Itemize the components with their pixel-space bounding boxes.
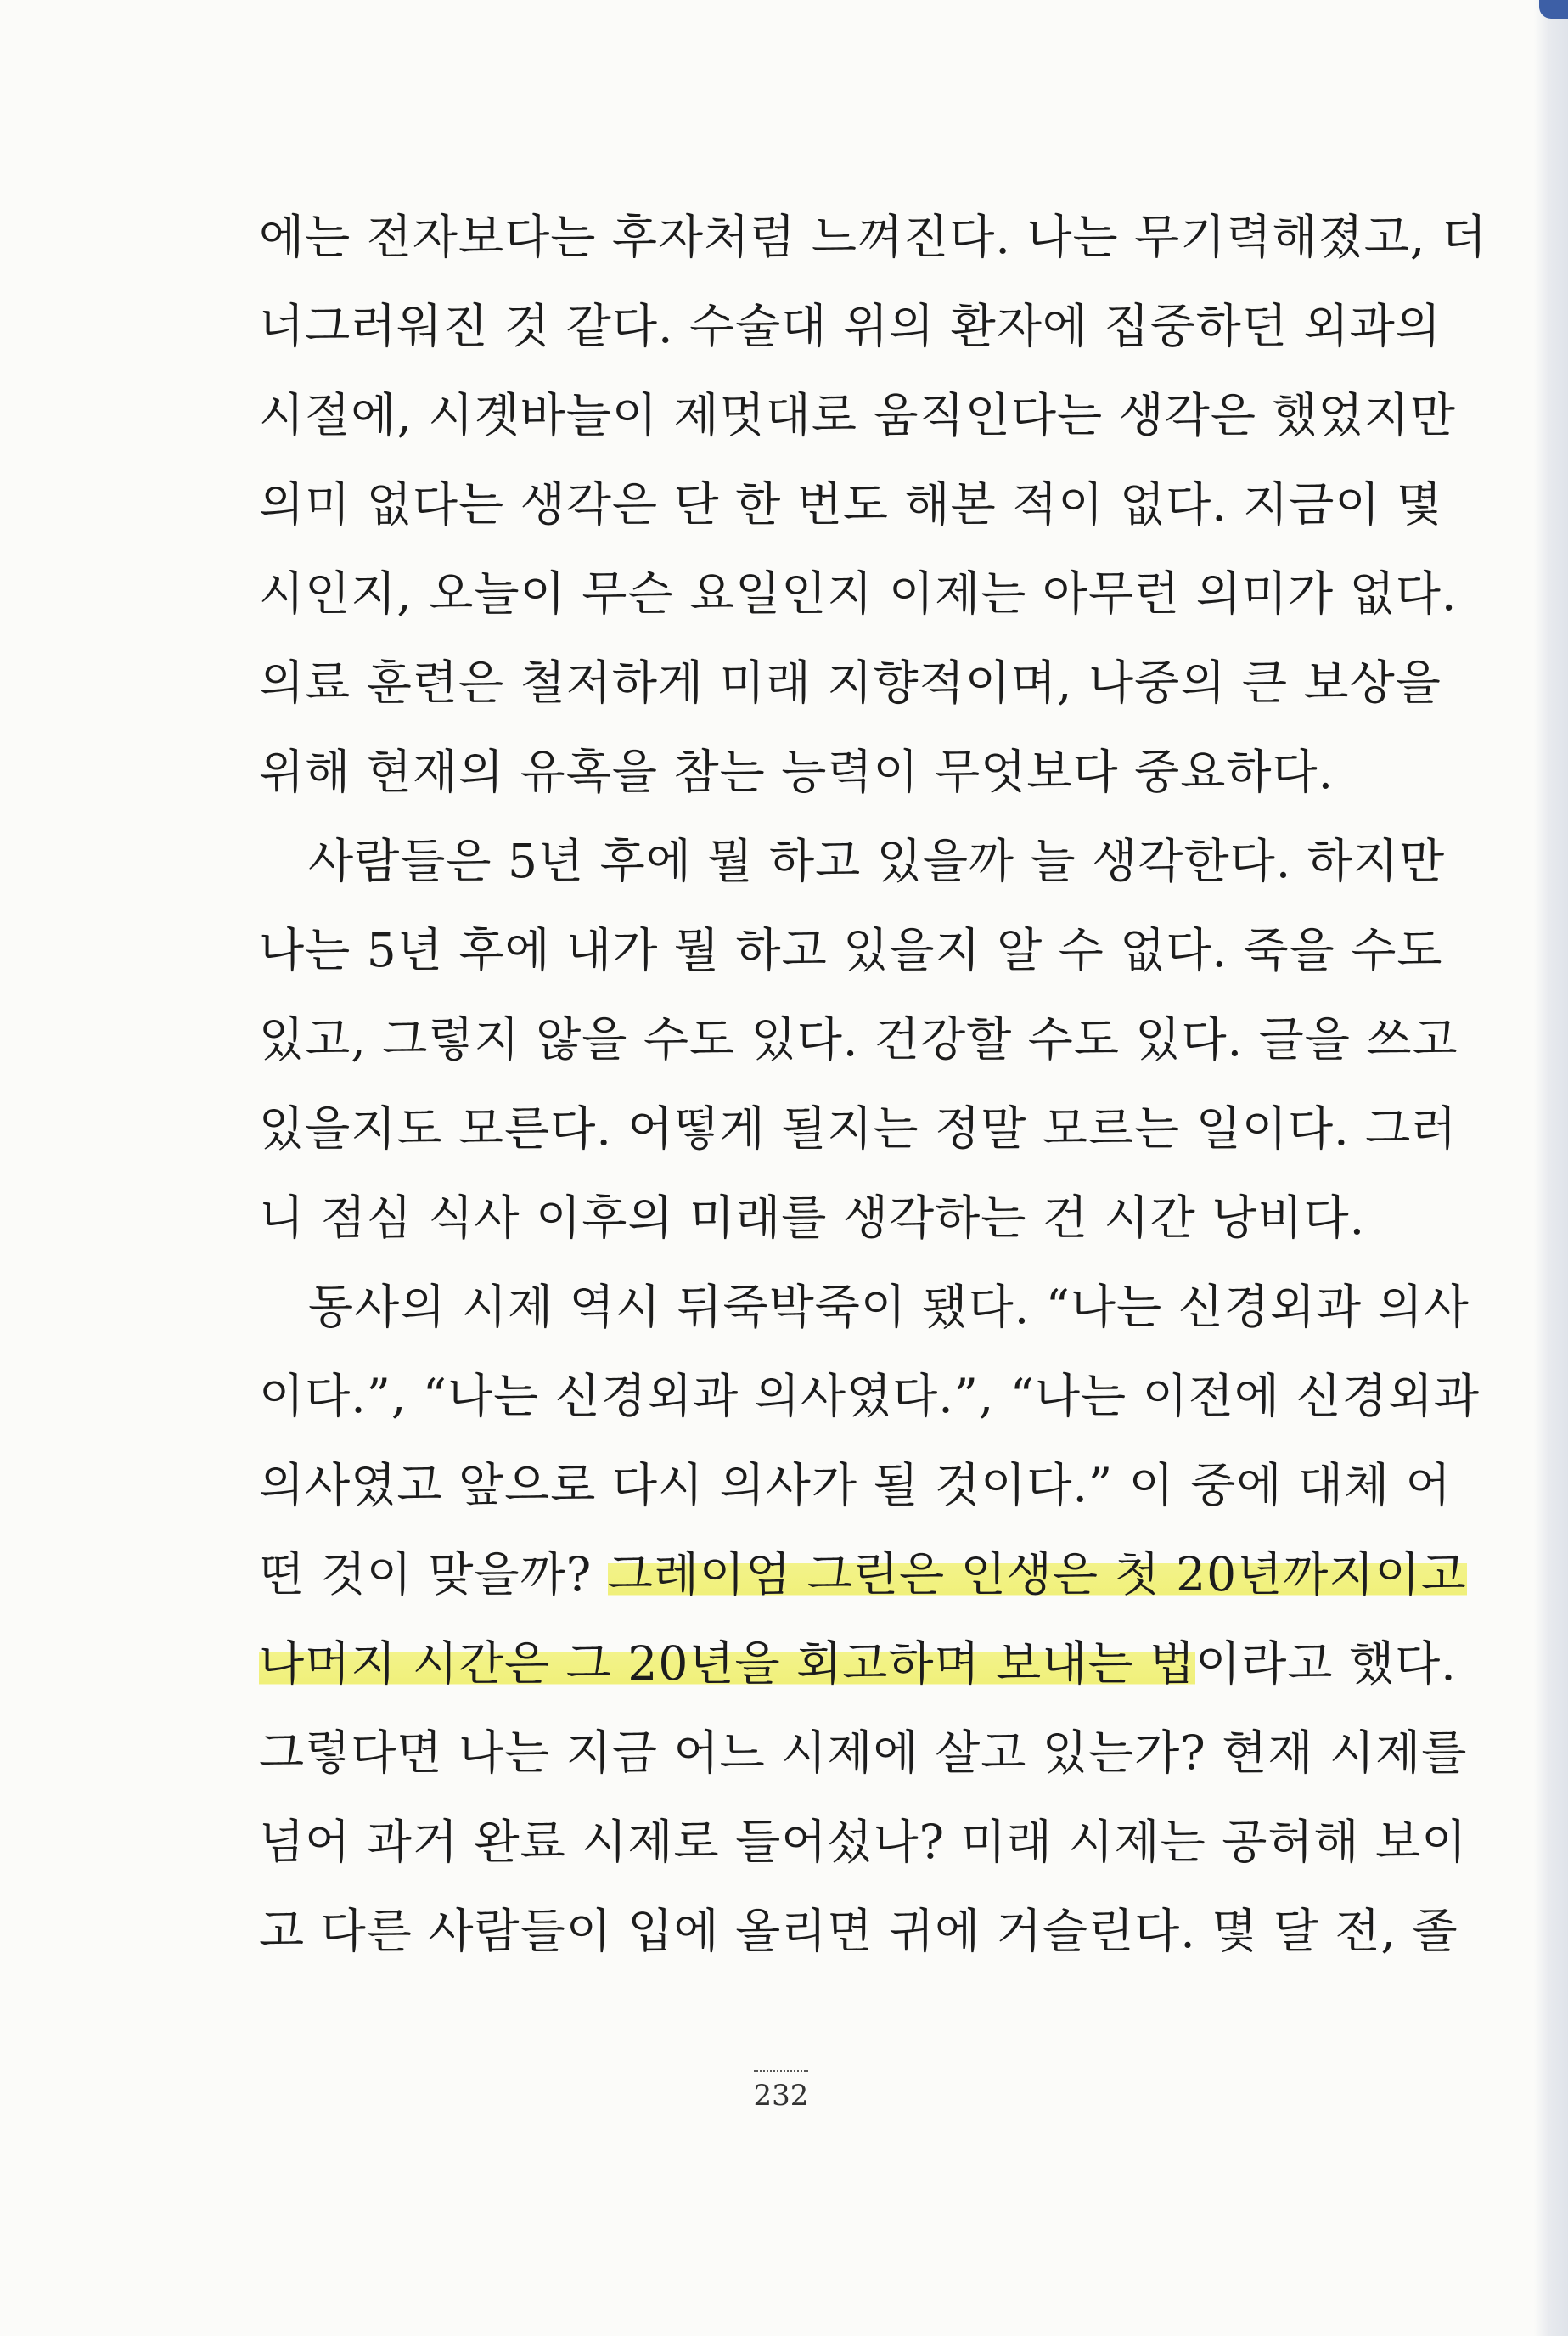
text-line: 시인지, 오늘이 무슨 요일인지 이제는 아무런 의미가 없다. — [259, 566, 1458, 621]
text-line: 고 다른 사람들이 입에 올리면 귀에 거슬린다. 몇 달 전, 졸 — [259, 1904, 1458, 1958]
text-line-highlighted — [259, 1634, 1457, 1723]
text-line: 의사였고 앞으로 다시 의사가 될 것이다.” 이 중에 대체 어 — [259, 1458, 1452, 1512]
text-line: 위해 현재의 유혹을 참는 능력이 무엇보다 중요하다. — [259, 745, 1335, 799]
text-line: 니 점심 식사 이후의 미래를 생각하는 건 시간 낭비다. — [259, 1191, 1366, 1245]
text-line: 있을지도 모른다. 어떻게 될지는 정말 모르는 일이다. 그러 — [259, 1101, 1458, 1156]
text-line: 넘어 과거 완료 시제로 들어섰나? 미래 시제는 공허해 보이 — [259, 1815, 1468, 1869]
text-line: 의료 훈련은 철저하게 미래 지향적이며, 나중의 큰 보상을 — [259, 656, 1442, 710]
page-number-divider — [754, 2070, 808, 2072]
cover-corner — [1539, 0, 1568, 19]
body-text — [259, 207, 1487, 1990]
text-line: 나는 5년 후에 내가 뭘 하고 있을지 알 수 없다. 죽을 수도 — [259, 923, 1443, 977]
line-text: 떤 것이 맞을까? — [259, 1547, 608, 1601]
text-line: 에는 전자보다는 후자처럼 느껴진다. 나는 무기력해졌고, 더 — [259, 210, 1487, 264]
text-line: 의미 없다는 생각은 단 한 번도 해본 적이 없다. 지금이 몇 — [259, 477, 1443, 532]
text-line: 너그러워진 것 같다. 수술대 위의 환자에 집중하던 외과의 — [259, 299, 1442, 353]
text-line: 이다.”, “나는 신경외과 의사였다.”, “나는 이전에 신경외과 — [259, 1369, 1481, 1423]
line-text: 이라고 했다. — [1195, 1636, 1457, 1691]
highlighted-text: 나머지 시간은 그 20년을 회고하며 보내는 법 — [259, 1636, 1196, 1691]
text-line: 있고, 그렇지 않을 수도 있다. 건강할 수도 있다. 글을 쓰고 — [259, 1012, 1458, 1067]
text-line-highlighted — [259, 1545, 1467, 1634]
page-edge-shadow — [1534, 0, 1568, 2336]
text-line: 그렇다면 나는 지금 어느 시제에 살고 있는가? 현재 시제를 — [259, 1725, 1468, 1780]
highlighted-text: 그레이엄 그린은 인생은 첫 20년까지이고 — [607, 1547, 1467, 1601]
text-line: 동사의 시제 역시 뒤죽박죽이 됐다. “나는 신경외과 의사 — [308, 1280, 1470, 1334]
text-line: 시절에, 시곗바늘이 제멋대로 움직인다는 생각은 했었지만 — [259, 388, 1457, 442]
text-line: 사람들은 5년 후에 뭘 하고 있을까 늘 생각한다. 하지만 — [308, 834, 1446, 888]
page-number: 232 — [753, 2079, 809, 2113]
